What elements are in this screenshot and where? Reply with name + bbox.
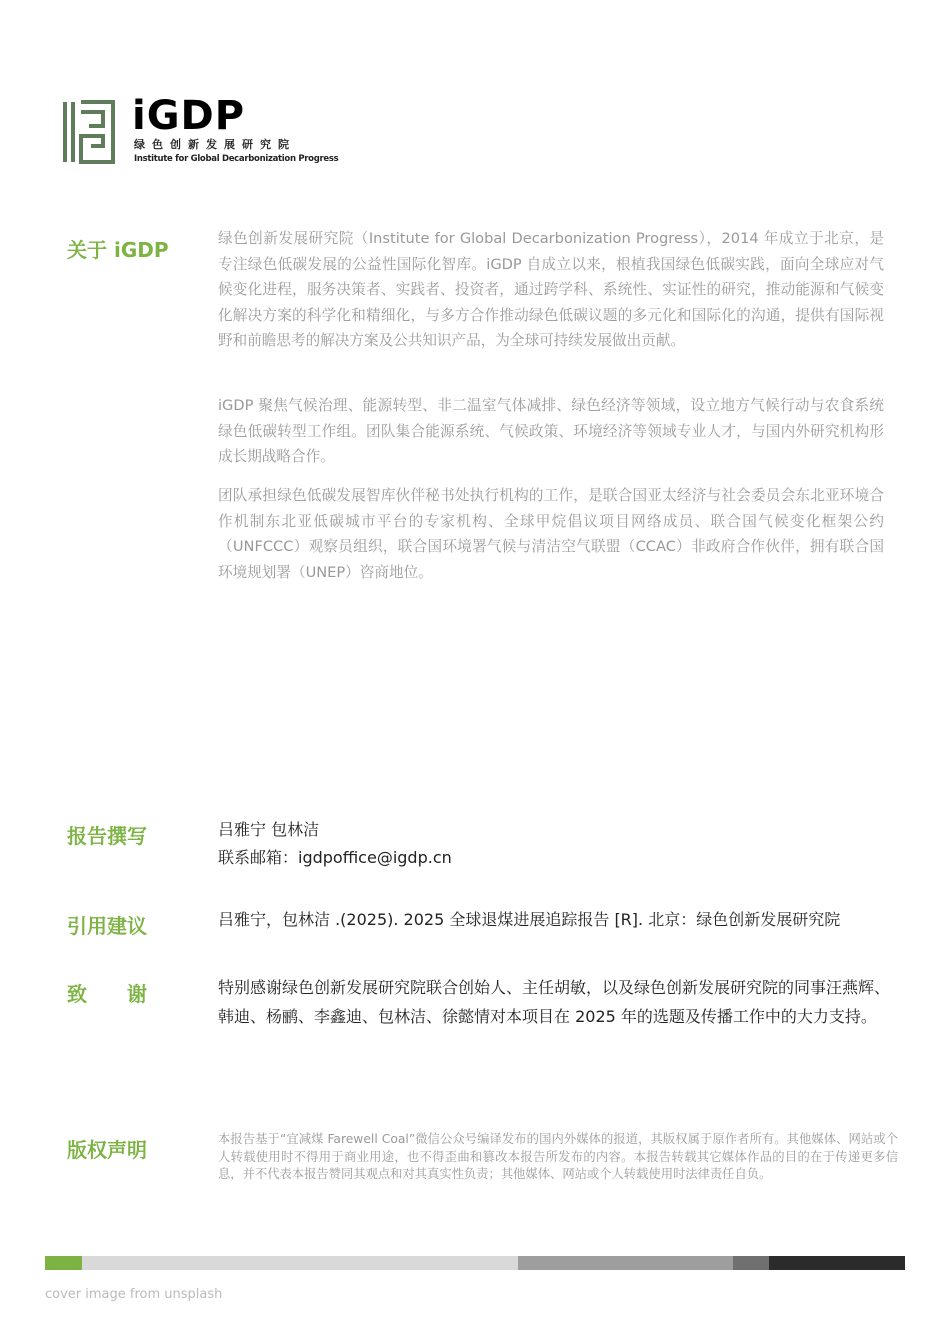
footer-bar-black [769,1256,905,1270]
copyright-title: 版权声明 [67,1138,147,1162]
footer-bar-light-gray [82,1256,518,1270]
author-names: 吕雅宁 包林洁 [218,820,320,839]
footer-bar-dark-gray [733,1256,769,1270]
igdp-seal-icon [62,100,116,164]
about-paragraph-2: iGDP 聚焦气候治理、能源转型、非二温室气体减排、绿色经济等领域，设立地方气候行动与农食系统绿色低碳转型工作组。团队集合能源系统、气候政策、环境经济等领域专业人才，与国内外研究机构形成长期战略合作。 [218,397,884,465]
copyright-text: 本报告基于“宜减煤 Farewell Coal”微信公众号编译发布的国内外媒体的报道，其版权属于原作者所有。其他媒体、网站或个人转载使用时不得用于商业用途，也不得歪曲和篡改本报告所发布的内容。本报告转载其它媒体作品的目的在于传递更多信息，并不代表本报告赞同其观点和对其真实性负责；其他媒体、网站或个人转载使用时法律责任自负。 [218,1132,898,1181]
footer-bar-green [45,1256,82,1270]
citation-title: 引用建议 [67,914,147,938]
about-paragraph-1: 绿色创新发展研究院（Institute for Global Decarbonization Progress），2014 年成立于北京，是专注绿色低碳发展的公益性国际化智库。iGDP 自成立以来，根植我国绿色低碳实践，面向全球应对气候变化进程，服务决策者、实践者、投资者，通过跨学科、系统性、实证性的研究，推动能源和气候变化解决方案的科学化和精细化，与多方合作推动绿色低碳议题的多元化和国际化的沟通，提供有国际视野和前瞻思考的解决方案及公共知识产品，为全球可持续发展做出贡献。 [218,230,884,349]
thanks-title: 致 谢 [67,982,147,1006]
logo-wordmark: iGDP [132,93,246,139]
cover-image-credit: cover image from unsplash [45,1287,223,1302]
igdp-logo [62,93,339,168]
authors-title: 报告撰写 [67,824,147,848]
thanks-text: 特别感谢绿色创新发展研究院联合创始人、主任胡敏，以及绿色创新发展研究院的同事汪燕辉、韩迪、杨鹂、李鑫迪、包林洁、徐懿情对本项目在 2025 年的选题及传播工作中的大力支持。 [218,978,891,1026]
about-paragraph-3: 团队承担绿色低碳发展智库伙伴秘书处执行机构的工作，是联合国亚太经济与社会委员会东北亚环境合作机制东北亚低碳城市平台的专家机构、全球甲烷倡议项目网络成员、联合国气候变化框架公约（UNFCCC）观察员组织，联合国环境署气候与清洁空气联盟（CCAC）非政府合作伙伴，拥有联合国环境规划署（UNEP）咨商地位。 [218,487,884,581]
contact-email[interactable]: 联系邮箱：igdpoffice@igdp.cn [218,848,452,867]
footer-bar-mid-gray [518,1256,733,1270]
citation-text: 吕雅宁，包林洁 .(2025). 2025 全球退煤进展追踪报告 [R]. 北京：绿色创新发展研究院 [218,910,841,929]
logo-name-cn: 绿色创新发展研究院 [134,138,296,151]
logo-name-en: Institute for Global Decarbonization Progress [134,154,339,164]
about-title: 关于 iGDP [67,238,169,262]
